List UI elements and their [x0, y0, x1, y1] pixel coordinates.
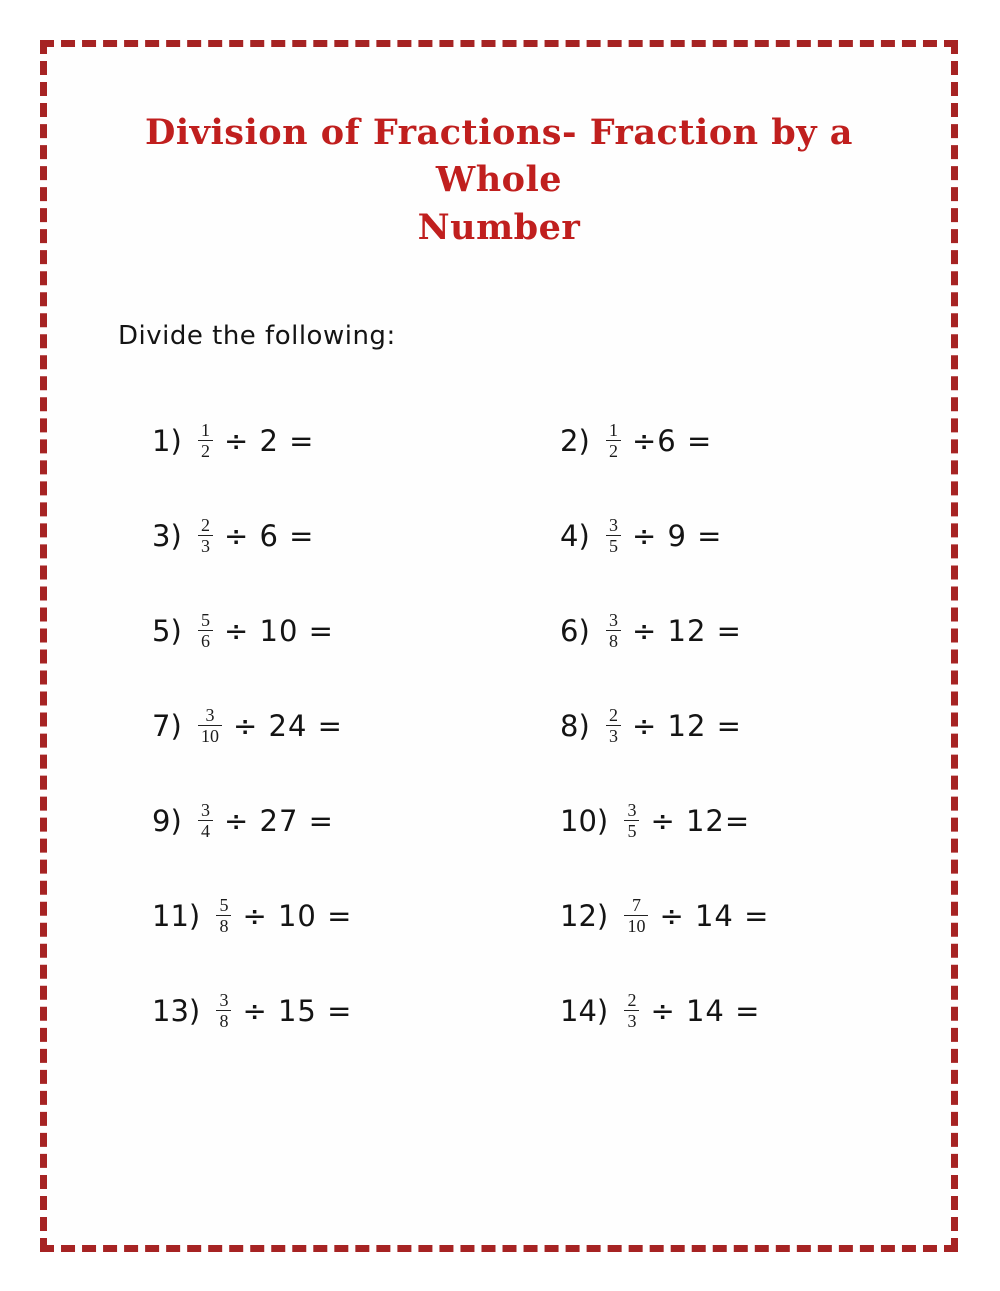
fraction-numerator: 1	[200, 420, 210, 441]
fraction-numerator: 5	[219, 895, 229, 916]
fraction-denominator: 4	[198, 820, 213, 841]
fraction	[606, 610, 621, 651]
division-expression: ÷ 14 =	[659, 898, 770, 933]
fraction-numerator: 7	[631, 895, 641, 916]
fraction	[606, 515, 621, 556]
division-expression: ÷ 14 =	[650, 993, 761, 1028]
division-expression: ÷ 27 =	[223, 803, 334, 838]
division-expression: ÷ 12 =	[631, 708, 742, 743]
fraction	[606, 420, 621, 461]
fraction-numerator: 3	[627, 800, 637, 821]
fraction	[216, 990, 231, 1031]
fraction	[216, 895, 231, 936]
fraction-denominator: 3	[606, 725, 621, 746]
problem-11	[152, 888, 560, 944]
problem-6	[560, 603, 951, 659]
fraction-denominator: 10	[198, 725, 222, 746]
fraction-numerator: 2	[200, 515, 210, 536]
division-expression: ÷ 6 =	[223, 518, 315, 553]
problem-number: 7)	[152, 708, 191, 743]
division-expression: ÷ 2 =	[223, 423, 315, 458]
fraction	[198, 515, 213, 556]
problem-number: 5)	[152, 613, 191, 648]
fraction	[198, 800, 213, 841]
problem-number: 1)	[152, 423, 191, 458]
problem-number: 6)	[560, 613, 599, 648]
problem-number: 10)	[560, 803, 618, 838]
worksheet-title	[109, 109, 889, 251]
fraction	[624, 895, 648, 936]
title-line-2: Number	[417, 206, 581, 248]
fraction	[198, 610, 213, 651]
fraction-denominator: 8	[216, 1010, 231, 1031]
instruction-text: Divide the following:	[118, 320, 396, 351]
problem-number: 12)	[560, 898, 618, 933]
problem-8	[560, 698, 951, 754]
division-expression: ÷ 24 =	[232, 708, 343, 743]
problem-14	[560, 983, 951, 1039]
fraction-numerator: 3	[608, 515, 618, 536]
title-line-1: Division of Fractions- Fraction by a Whole	[145, 112, 853, 201]
fraction-denominator: 3	[198, 535, 213, 556]
fraction-denominator: 6	[198, 630, 213, 651]
division-expression: ÷ 10 =	[242, 898, 353, 933]
fraction	[198, 420, 213, 461]
division-expression: ÷ 9 =	[631, 518, 723, 553]
fraction	[606, 705, 621, 746]
division-expression: ÷ 10 =	[223, 613, 334, 648]
fraction	[198, 705, 222, 746]
division-expression: ÷ 15 =	[242, 993, 353, 1028]
fraction-numerator: 2	[608, 705, 618, 726]
problem-number: 14)	[560, 993, 618, 1028]
fraction-numerator: 5	[200, 610, 210, 631]
problem-1	[152, 413, 560, 469]
worksheet-page	[40, 40, 958, 1252]
division-expression: ÷ 12=	[650, 803, 751, 838]
problem-5	[152, 603, 560, 659]
fraction-numerator: 3	[205, 705, 215, 726]
fraction-denominator: 3	[624, 1010, 639, 1031]
problem-9	[152, 793, 560, 849]
fraction-numerator: 3	[200, 800, 210, 821]
fraction-denominator: 5	[606, 535, 621, 556]
problem-12	[560, 888, 951, 944]
problem-4	[560, 508, 951, 564]
problem-13	[152, 983, 560, 1039]
problem-7	[152, 698, 560, 754]
fraction-numerator: 3	[219, 990, 229, 1011]
problem-number: 2)	[560, 423, 599, 458]
problem-2	[560, 413, 951, 469]
problem-10	[560, 793, 951, 849]
problem-grid	[152, 413, 951, 1039]
fraction-denominator: 5	[624, 820, 639, 841]
fraction-denominator: 8	[606, 630, 621, 651]
problem-number: 8)	[560, 708, 599, 743]
fraction-denominator: 10	[624, 915, 648, 936]
problem-number: 4)	[560, 518, 599, 553]
fraction-numerator: 2	[627, 990, 637, 1011]
problem-number: 11)	[152, 898, 210, 933]
fraction-numerator: 1	[608, 420, 618, 441]
fraction-denominator: 2	[606, 440, 621, 461]
fraction	[624, 990, 639, 1031]
division-expression: ÷6 =	[631, 423, 713, 458]
problem-number: 9)	[152, 803, 191, 838]
problem-number: 3)	[152, 518, 191, 553]
problem-number: 13)	[152, 993, 210, 1028]
fraction-denominator: 2	[198, 440, 213, 461]
problem-3	[152, 508, 560, 564]
fraction-denominator: 8	[216, 915, 231, 936]
fraction	[624, 800, 639, 841]
fraction-numerator: 3	[608, 610, 618, 631]
division-expression: ÷ 12 =	[631, 613, 742, 648]
